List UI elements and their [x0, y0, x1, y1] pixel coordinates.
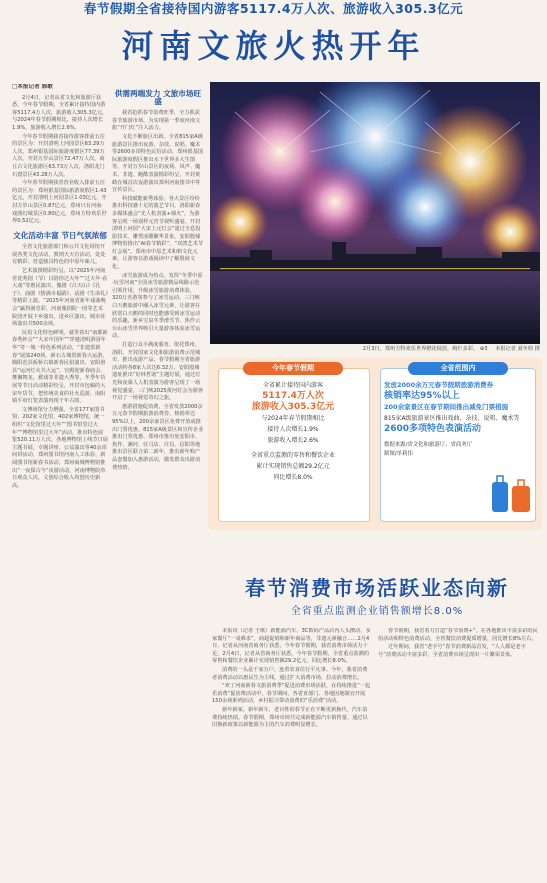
page-headline: 河南文旅火热开年: [121, 27, 426, 65]
right-line-1: 发放2000余万元春节假期旅游消费券: [384, 381, 494, 389]
article-column-2: [112, 84, 204, 879]
left-line-7: 全省重点监测的零售和餐饮企业: [250, 452, 335, 459]
left-line-8: 累计实现销售总额29.2亿元: [256, 463, 330, 470]
infographic-right-tag: 全省范围内: [408, 362, 508, 375]
fireworks-photo: [210, 82, 540, 344]
right-line-4: 815家A级旅游景区推出戏曲、杂技、说唱、魔术等: [384, 415, 520, 422]
section3-paragraph-2: 消费的一头是千家万户，连着农食住行平凡事。今年，我省消费者消费活动以惠民生为主线，通过扩大消费市场，拉动消费增长。: [212, 666, 368, 681]
section2-paragraph-2: 文化不断旅区出新。全省815家A级旅游景区推出夜游、杂技、说唱、魔术等2600多项特色民俗活动，郑州银基国际旅游度假区推出水下世界多大生图等。开封万岁山景区的夜场、风声、魔术、非遗、跑酷表演精彩纷呈，开封黄鹤在城首次夜游演出郑州河南图书中等宣传景区。: [112, 133, 204, 194]
section-subheading-1: 文化活动丰富 节日气氛浓郁: [13, 230, 107, 240]
section-subheading-2: 供需两端发力 文旅市场旺盛: [114, 89, 202, 106]
article-byline: □本报记者 郭歌: [12, 84, 53, 90]
firework-burst-small-4: [212, 194, 268, 250]
section3-paragraph-4: 新年新家，新年新车，老百姓的春节正在不断更新换代，汽车消费持续热销。春节假期，郑州市场共完成新能源汽车销售量、通过以旧换新政策以新能源为主的汽车消费明显增长。: [212, 706, 368, 729]
section1-paragraph-1: 全省文化旅游部门和公共文化场馆开展各类文化活动，教则天天有活动，处处有精彩，营造独具特色的中原年味儿。: [12, 244, 106, 266]
left-line-5: 接待人次增长1.9%: [267, 426, 319, 433]
photo-caption: [214, 346, 540, 353]
fireworks-illustration: [210, 82, 540, 344]
section3-paragraph-5: 春节假期，我省着力打造“春节消费+”，在各地推出丰富多彩的民俗活动和特色消费活动，全省餐饮消费提质增量，同比增长8%左右。: [378, 628, 538, 642]
left-line-2: 5117.4万人次: [262, 391, 324, 401]
section1-paragraph-2: 艺术演摄精彩纷呈。以“2025年河南省优秀剧（节）目陪你过大年”“过大年·看大戏”等惠民演出、豫剧《吕天山》《孔子》、曲剧《情满幸福路》、话剧《生命礼》等精彩上演。“2025年河南省新年戏曲晚会”赢得满堂彩，河南豫剧院一团等艺术院团开展下乡演出，进乡区演出，城市驻场演出共500余场。: [12, 268, 108, 328]
firework-burst-small-1: [295, 162, 375, 242]
suitcase-icon: [486, 474, 536, 518]
section2-paragraph-3: 科技赋能新秀体验。各大景区纷纷推出科技感十足的演艺节目，洛阳新春多媒体盛会“光人机表演+烟火”，为游客呈现一场别样元宵节视听盛宴。开封清明上河园“大宋上元灯会”通过全息投影技术、雕塑冰雕繁华景象。安阳殷墟博物馆推出“AI春节精彩”、“双湾艺术节灯会展”。郑州市中原艺术和和文化元素，让游客在游戏阅读中了解殷商文化。: [112, 195, 203, 271]
article-column-3: [212, 628, 372, 878]
section3-paragraph-6: 过年期间，我省“老字号”春节消费新品首发，“人人都是老字号”消费活动丰富多彩，全省消费市场呈现出一片繁荣景象。: [378, 644, 526, 658]
lake-reflection: [210, 267, 540, 344]
section3-paragraph-1: 本报讯（记者 王歌）新能源汽车、3C数码产品店内人头攒动，多家餐厅“一桌难求”，商超促销和新年商品等，非遗元素融合……2月4日，记者从河南省商务厅获悉，今年春节假期，我省消费市场活力十足，2月4日，记者从省商务厅获悉，今年春节假期，全省重点监测的零售和餐饮企业累计实现销售额29.2亿元，同比增长8.0%。: [212, 628, 371, 665]
infographic-left-tag: 今年春节假期: [243, 362, 343, 375]
section1-paragraph-4: 文博场馆分力增强。全省177家图书馆、202家文化馆、402家博物馆，统一组织“文化馆里过大年”“图书馆里过大年”“博物馆里过大年”活动，推出特色展览520.11万人次。各地博物馆上线节日展主题书展，专题讲座、公益演出等40余项间讲活动，郑州图书馆河南人工体验、新阅图书馆新春书活动，郑州商城博物馆推出“一夜探古今”夜游活动，河南博物院草日观众人次，文创综合收入均创历史新高。: [12, 406, 108, 489]
photo-caption-text: 2月3日，郑州方特欢乐世界燃花绽放，绚烂多彩。 ⊕3: [362, 346, 488, 352]
section3-title: 春节消费市场活跃业态向新: [245, 576, 509, 600]
firework-burst-small-2: [381, 163, 469, 251]
headline-kicker: 春节假期全省接待国内游客5117.4万人次、旅游收入305.3亿元: [83, 1, 464, 16]
section2-paragraph-5: 打造行具丰满度服务。依托郑州、洛阳、开封国家文化和旅游消费示范城市，推出夜游产品、春节假期全省旅游活动约各8家人次达6.32万。安阳殷墟遗址推出“好林哲诸”主题灯展，通过灯光和夜幕人人机表演为游客呈现了一场视觉盛宴。三门峡2025黄河灯会为游客开启了一场视觉奇幻之旅。: [112, 342, 204, 402]
section3-paragraph-3: “欢了河南新春文旅消费季”促进消费市场活跃，在持续推进“一起乐消费”促消费活动中，春节期间，各省直部门、各地因地制宜开展150余场系列活动，乡村振兴带动消费的“乐消费”活动。: [212, 683, 371, 705]
section1-paragraph-3: 民俗文化特色鲜明。就等着出“南都新春秀妙会”“大宋中国年”“穿越清明游园年华”等一城一特色系列活动，“非遗贺新春”展演240场。新石古城贺新春大运游，腾阳范县板桥古镇新春民俗演出、安阳滑县“运河灯火共大运”。宫殿迎新春庙会、舞狮舞龙、猴戏等非遗大秀等，冬季年货展等节日活动精彩纷呈，开封市包稿的大宋年货节，把传统美食的社火巡游，南阳镇平府灯笼表演再现千年古韵。: [12, 329, 108, 405]
right-line-2: 核销率达95%以上: [384, 391, 460, 401]
section2-paragraph-4: 冰雪旅游成为热点。发挥“冬季中原·玩雪河南”全国冰雪旅游精品线路示范引领作用，升级冰雪旅游消费体验，320万名游客参与了冰雪运动。三门峡白天鹅旅游中融入冰雪元素，让游客在欣赏白天鹅的同时也能感受到冰雪运动的乐趣，新乡宝泉冬季滑雪节、焦作云台山冰雪世界吸引大量游客体验冰雪运动。: [112, 272, 203, 340]
section2-paragraph-6: 惠游措施促消费。全省发放2000余万元春节假期旅游消费券，核销率达95%以上，200余家景区免费开放或推出门票优惠，815家A级景区和宣传企业推出门票优惠、郑州市推出免安阳市、焦作、漯河、驻马店、许昌、信阳等地推出景区联合第二新年，推出新年购产品套餐加入惠游活动，激发群众出游消费热情。: [112, 403, 204, 471]
article-column-4: [378, 628, 538, 878]
section3-subtitle: 全省重点监测企业销售额增长8.0%: [290, 606, 464, 617]
lead-paragraph-2: 今年春节假期我省接待游客排前五位的景区为：开封清明上河园景区63.29万人次，郑州银基国际旅游度假区77.39万人次，开封万岁山景区72.47万人次，商丘古文化旅游区63.73万人次，洛阳龙门石窟景区43.28万人次。: [12, 133, 106, 178]
right-line-6: 数据来源/省文化和旅游厅、省商务厅: [384, 442, 473, 448]
right-line-7: 制图/单莉伟: [384, 451, 413, 457]
right-line-3: 200余家景区在春节期间推出减免门票措施: [384, 403, 509, 411]
lead-paragraph-1: 2月4日，记者从省文化和旅游厅获悉，今年春节假期，全省累计接待国内游客5117.4万人次，旅游收入305.3亿元，与2024年春节假期相比，接待人次增长1.9%，旅游收入增长2.6%。: [12, 94, 108, 131]
left-line-1: 全省累计接待国内游客: [262, 382, 323, 389]
section2-paragraph-1: 我省抢抓春节消费旺季，全力抓获春节旅游市场，为实现第一季度河南文旅“开门红”注入活力。: [112, 110, 201, 132]
shore-lights: [220, 268, 530, 269]
right-line-5: 2600多项特色表演活动: [384, 424, 482, 434]
lead-paragraph-3: 今年春节假期我省营业收入排前五位的景区为：郑州银基国际旅游度假区1.43亿元，开封清明上河园景区1.03亿元，开封万岁山景区0.87亿元，郑州只有河南·戏剧幻城景区0.80亿元，郑州方特欢乐世界0.52亿元。: [12, 180, 107, 225]
infographic-panel: [208, 358, 542, 530]
left-line-9: 同比增长8.0%: [273, 474, 313, 481]
infographic-left-text: [220, 380, 366, 483]
left-line-4: 与2024年春节假期相比: [261, 415, 325, 422]
article-column-1: [12, 84, 108, 879]
left-line-6: 旅游收入增长2.6%: [267, 437, 319, 444]
photo-credit: 本报记者 聂冬晗 摄: [495, 346, 540, 352]
infographic-right-text: [384, 380, 530, 460]
left-line-3: 旅游收入305.3亿元: [251, 402, 335, 412]
